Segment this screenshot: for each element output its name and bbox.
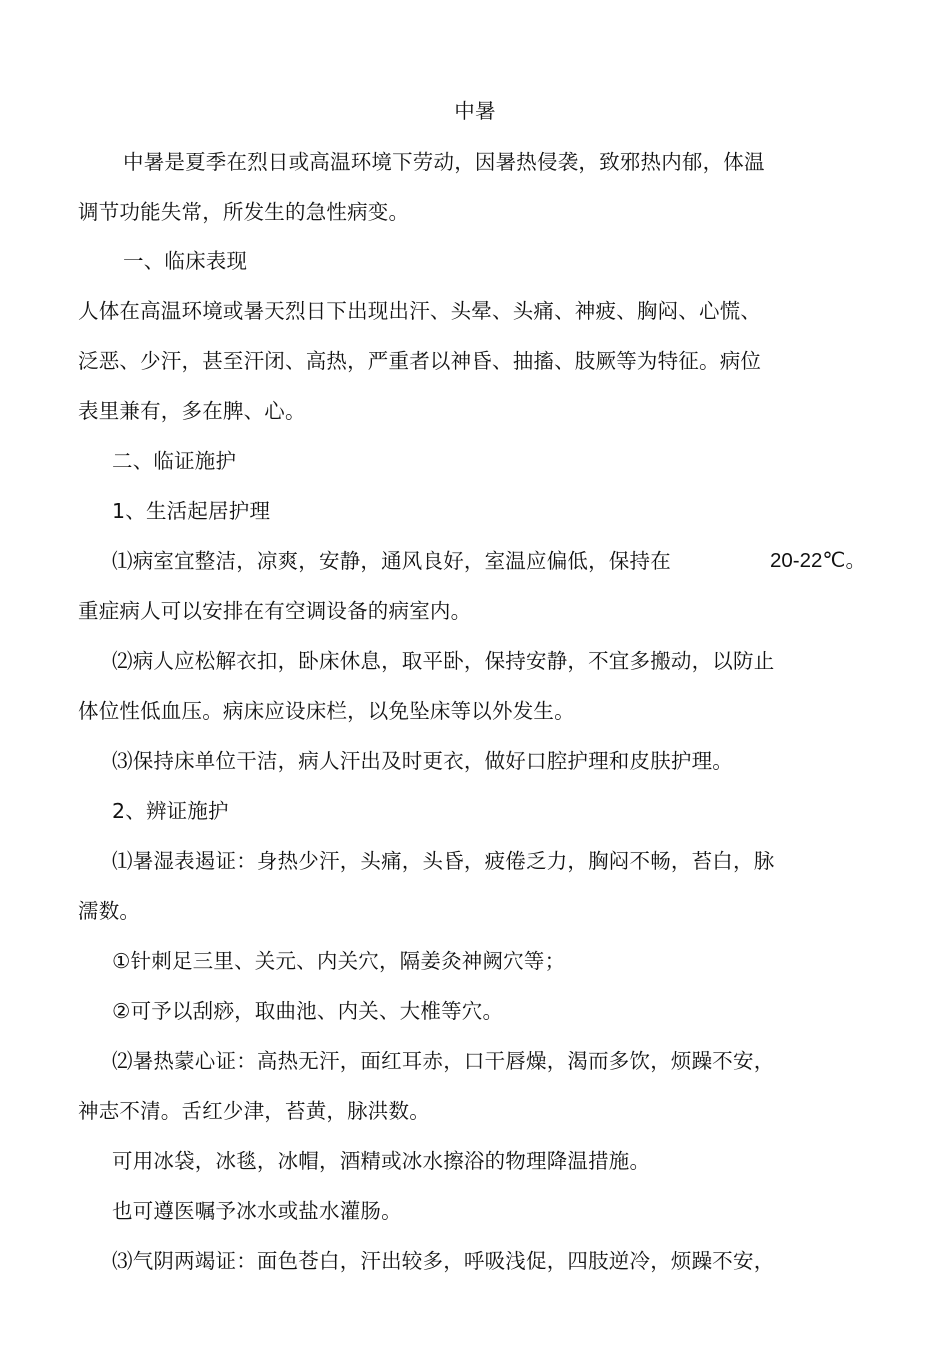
intro-paragraph-line-1: 中暑是夏季在烈日或高温环境下劳动，因暑热侵袭，致邪热内郁，体温 [123,150,765,174]
item-2-line-2: 体位性低血压。病床应设床栏，以免坠床等以外发生。 [78,699,575,723]
subheading-daily-care: 1、生活起居护理 [112,499,271,523]
syndrome-3-line-1: ⑶气阴两竭证：面色苍白，汗出较多，呼吸浅促，四肢逆冷，烦躁不安， [112,1249,775,1273]
syndrome-2-line-1: ⑵暑热蒙心证：高热无汗，面红耳赤，口干唇燥，渴而多饮，烦躁不安， [112,1049,775,1073]
item-1-line-1: ⑴病室宜整洁，凉爽，安静，通风良好，室温应偏低，保持在 [112,549,671,573]
item-2-line-1: ⑵病人应松解衣扣，卧床休息，取平卧，保持安静，不宜多搬动，以防止 [112,649,775,673]
syndrome-1-line-2: 濡数。 [78,899,141,923]
syndrome-1-line-1: ⑴暑湿表遏证：身热少汗，头痛，头昏，疲倦乏力，胸闷不畅，苔白，脉 [112,849,775,873]
section-heading-nursing: 二、临证施护 [112,449,237,473]
clinical-paragraph-line-1: 人体在高温环境或暑天烈日下出现出汗、头晕、头痛、神疲、胸闷、心慌、 [78,299,762,323]
syndrome-2-line-2: 神志不清。舌红少津，苔黄，脉洪数。 [78,1099,430,1123]
item-1-line-2: 重症病人可以安排在有空调设备的病室内。 [78,599,472,623]
temperature-range: 20-22℃。 [770,549,866,572]
document-title: 中暑 [454,99,496,123]
intro-paragraph-line-2: 调节功能失常，所发生的急性病变。 [78,200,410,224]
item-3-line-1: ⑶保持床单位干洁，病人汗出及时更衣，做好口腔护理和皮肤护理。 [112,749,733,773]
syndrome-1-method-1: ①针刺足三里、关元、内关穴，隔姜灸神阙穴等； [112,949,566,973]
subheading-syndrome-care: 2、辨证施护 [112,799,229,823]
syndrome-2-measure-1: 可用冰袋，冰毯，冰帽，酒精或冰水擦浴的物理降温措施。 [112,1149,651,1173]
syndrome-1-method-2: ②可予以刮痧，取曲池、内关、大椎等穴。 [112,999,504,1023]
clinical-paragraph-line-2: 泛恶、少汗，甚至汗闭、高热，严重者以神昏、抽搐、肢厥等为特征。病位 [78,349,762,373]
section-heading-clinical: 一、临床表现 [123,249,248,273]
syndrome-2-measure-2: 也可遵医嘱予冰水或盐水灌肠。 [112,1199,402,1223]
clinical-paragraph-line-3: 表里兼有，多在脾、心。 [78,399,306,423]
